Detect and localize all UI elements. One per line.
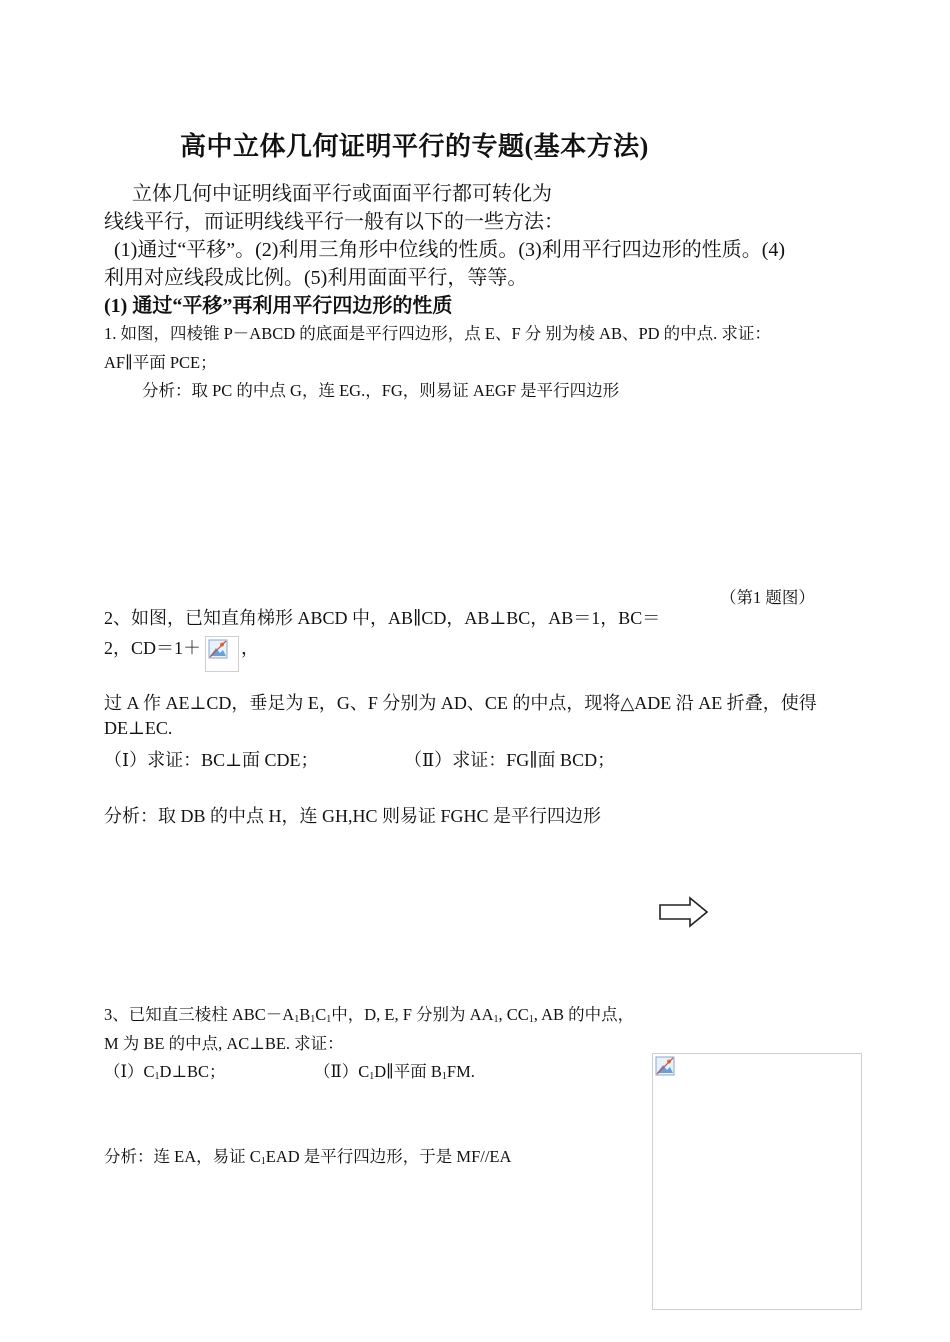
subscript: 1 <box>310 1014 316 1025</box>
subscript: 1 <box>260 1156 266 1167</box>
q3-text: FM. <box>446 1062 475 1081</box>
q1-line-2: AF∥平面 PCE； <box>104 353 217 372</box>
intro-line-3: (1)通过“平移”。(2)利用三角形中位线的性质。(3)利用平行四边形的性质。(4) <box>114 239 786 261</box>
page-title: 高中立体几何证明平行的专题(基本方法) <box>180 132 649 161</box>
q2-line-1: 2、如图，已知直角梯形 ABCD 中，AB∥CD，AB⊥BC，AB＝1，BC＝ <box>104 608 661 628</box>
q3-text: , CC <box>498 1005 529 1024</box>
subscript: 1 <box>154 1071 160 1082</box>
subscript: 1 <box>326 1014 332 1025</box>
q3-text: , AB 的中点， <box>533 1005 635 1024</box>
q2-line-4: DE⊥EC. <box>104 718 173 738</box>
q2-part-1: （Ⅰ）求证：BC⊥面 CDE； <box>104 750 319 770</box>
q3-part-1 <box>104 1058 225 1082</box>
q3-text: 3、已知直三棱柱 ABC－A <box>104 1005 295 1024</box>
q3-text: EAD 是平行四边形，于是 MF//EA <box>265 1147 512 1166</box>
q2-line-2a: 2，CD＝1＋ <box>104 638 202 658</box>
right-arrow-icon <box>658 896 710 928</box>
subscript: 1 <box>369 1071 375 1082</box>
q3-figure-image <box>652 1053 862 1310</box>
broken-image-icon <box>655 1056 675 1076</box>
q3-line-1 <box>104 1001 634 1025</box>
inline-formula-image <box>205 636 239 672</box>
q3-text: 分析：连 EA，易证 C <box>104 1147 261 1166</box>
subscript: 1 <box>528 1014 534 1025</box>
q2-part-2: （Ⅱ）求证：FG∥面 BCD； <box>404 750 616 770</box>
q3-text: B <box>299 1005 311 1024</box>
q3-text: （Ⅱ）C <box>314 1062 370 1081</box>
q3-text: C <box>315 1005 327 1024</box>
q3-text: 中，D, E, F 分别为 AA <box>331 1005 494 1024</box>
q2-line-2b: ， <box>241 638 259 658</box>
intro-line-4: 利用对应线段成比例。(5)利用面面平行，等等。 <box>104 267 528 289</box>
q3-analysis <box>104 1143 511 1167</box>
q3-text: D⊥BC； <box>159 1062 226 1081</box>
q2-analysis: 分析：取 DB 的中点 H，连 GH,HC 则易证 FGHC 是平行四边形 <box>104 806 602 826</box>
intro-line-2: 线线平行，而证明线线平行一般有以下的一些方法： <box>104 211 564 233</box>
intro-line-1: 立体几何中证明线面平行或面面平行都可转化为 <box>132 183 552 205</box>
q1-analysis: 分析：取 PC 的中点 G，连 EG.，FG，则易证 AEGF 是平行四边形 <box>142 381 620 400</box>
subscript: 1 <box>493 1014 499 1025</box>
subscript: 1 <box>294 1014 300 1025</box>
q3-line-2: M 为 BE 的中点, AC⊥BE. 求证： <box>104 1034 344 1053</box>
q1-figure-caption: （第1 题图） <box>720 588 815 607</box>
broken-image-icon <box>208 639 228 659</box>
q3-part-2 <box>314 1058 475 1082</box>
subscript: 1 <box>441 1071 447 1082</box>
section-heading: (1) 通过“平移”再利用平行四边形的性质 <box>104 295 453 317</box>
q3-text: （Ⅰ）C <box>104 1062 155 1081</box>
q2-line-3: 过 A 作 AE⊥CD，垂足为 E，G、F 分别为 AD、CE 的中点，现将△ADE 沿 AE 折叠，使得 <box>104 693 817 713</box>
q3-text: D∥平面 B <box>374 1062 442 1081</box>
q1-line-1: 1. 如图，四棱锥 P－ABCD 的底面是平行四边形，点 E、F 分 别为棱 AB、PD 的中点. 求证： <box>104 324 771 343</box>
